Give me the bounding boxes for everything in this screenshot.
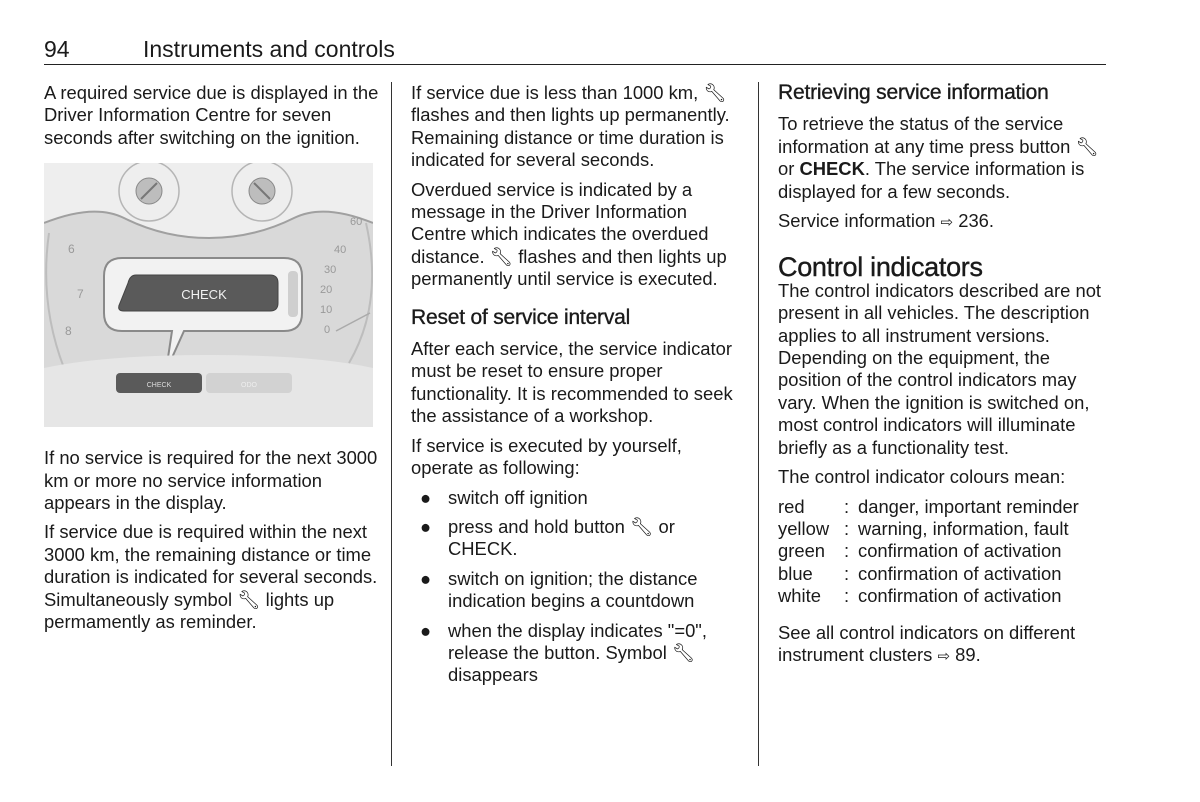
paragraph xyxy=(44,521,380,633)
wrench-icon: 🔧︎ xyxy=(237,588,261,610)
separator: : xyxy=(844,562,850,584)
table-row xyxy=(778,585,1079,607)
scale-label: 60 xyxy=(350,216,363,229)
instrument-cluster-figure xyxy=(44,163,373,427)
paragraph xyxy=(411,82,746,172)
scale-label: 6 xyxy=(68,242,75,257)
colour-meaning: danger, important reminder xyxy=(858,495,1079,517)
bullet-icon: ● xyxy=(420,619,432,641)
colour-name: white xyxy=(778,585,821,607)
list-item xyxy=(411,568,746,613)
colour-meaning: warning, information, fault xyxy=(858,517,1069,539)
subheading: Reset of service interval xyxy=(411,305,631,329)
wrench-icon: 🔧︎ xyxy=(630,515,654,537)
table-row xyxy=(778,518,1079,540)
paragraph: After each service, the service indicator must be reset to ensure proper functionality. It is recommended to seek the assistance of a workshop. xyxy=(411,338,733,427)
page-header xyxy=(44,34,1106,65)
text: or CHECK. xyxy=(448,515,675,560)
list-item xyxy=(411,516,746,561)
colour-name: green xyxy=(778,540,826,562)
separator: : xyxy=(844,585,850,607)
colour-name: red xyxy=(778,495,805,517)
list-item xyxy=(411,487,746,509)
column-divider xyxy=(391,82,392,766)
text: or xyxy=(778,158,800,180)
scale-label: 10 xyxy=(320,304,333,317)
wrench-icon: 🔧︎ xyxy=(489,245,514,267)
bullet-icon: ● xyxy=(420,486,432,508)
text: See all control indicators on different instrument clusters xyxy=(778,621,1076,665)
text: lights up permamently as reminder. xyxy=(44,588,335,633)
table-row xyxy=(778,540,1079,562)
scale-label: 30 xyxy=(324,264,337,277)
wrench-icon: 🔧︎ xyxy=(703,82,727,103)
text: If service due is required within the next 3000 km, the remaining distance or time duration is indicated for several seconds. Simultaneously symbol xyxy=(44,521,378,610)
text: disappears xyxy=(448,664,538,686)
scale-label: 40 xyxy=(334,244,347,257)
scale-label: 7 xyxy=(77,287,84,302)
cross-reference xyxy=(778,210,1108,234)
text: press and hold button xyxy=(448,515,630,537)
subheading: Retrieving service information xyxy=(778,81,1049,104)
column-divider xyxy=(758,82,759,766)
colour-name: yellow xyxy=(778,517,830,539)
colour-meaning: confirmation of activation xyxy=(858,540,1062,562)
bullet-icon: ● xyxy=(420,567,432,589)
separator: : xyxy=(844,495,850,517)
paragraph: If service is executed by yourself, operate as following: xyxy=(411,434,682,479)
paragraph xyxy=(778,113,1108,203)
steps-list xyxy=(411,487,746,687)
bullet-icon: ● xyxy=(420,515,432,537)
text: flashes and then lights up permanently. Remaining distance or time duration is indicated for several seconds. xyxy=(411,104,730,171)
scale-label: 8 xyxy=(65,324,72,339)
text: when the display indicates "=0", release the button. Symbol xyxy=(448,619,707,663)
wrench-icon: 🔧︎ xyxy=(1075,135,1099,157)
paragraph: If no service is required for the next 3000 km or more no service information appears in the display. xyxy=(44,447,378,514)
text: 89. xyxy=(950,643,981,665)
text: . The service information is displayed for a few seconds. xyxy=(778,158,1085,202)
paragraph: A required service due is displayed in the Driver Information Centre for seven seconds after switching on the ignition. xyxy=(44,82,379,148)
separator: : xyxy=(844,540,850,562)
text: 236. xyxy=(953,210,995,232)
column-1 xyxy=(44,82,380,640)
text: If service due is less than 1000 km, xyxy=(411,82,704,103)
scale-label: 0 xyxy=(324,324,331,337)
section-title: Instruments and controls xyxy=(143,36,395,62)
cross-reference xyxy=(778,622,1108,669)
text: flashes and then lights up permanently until service is executed. xyxy=(411,245,727,290)
check-label: CHECK xyxy=(799,158,865,180)
text: switch off ignition xyxy=(448,486,588,508)
text: To retrieve the status of the service information at any time press button xyxy=(778,113,1076,157)
paragraph: The control indicators described are not present in all vehicles. The description applies to all instrument versions. Depending on the equipment, the position of the control indicators may vary. When the ignition is switched on, most control indicators will illuminate briefly as a functionality test. xyxy=(778,279,1102,458)
separator: : xyxy=(844,517,850,539)
list-item xyxy=(411,620,746,687)
scale-label: 20 xyxy=(320,284,333,297)
text: Overdued service is indicated by a message in the Driver Information Centre which indicates the overdued distance. xyxy=(411,178,709,267)
colour-name: blue xyxy=(778,562,813,584)
paragraph: The control indicator colours mean: xyxy=(778,466,1066,488)
text: switch on ignition; the distance indication begins a countdown xyxy=(448,567,698,612)
colour-meaning: confirmation of activation xyxy=(858,585,1062,607)
section-heading: Control indicators xyxy=(778,252,983,283)
paragraph xyxy=(411,179,746,291)
table-row xyxy=(778,496,1079,518)
tab-check-label: CHECK xyxy=(146,382,172,390)
table-row xyxy=(778,563,1079,585)
check-display-label: CHECK xyxy=(181,287,227,303)
column-2 xyxy=(411,82,746,694)
column-3 xyxy=(778,82,1108,675)
reference-arrow-icon: ⇨ xyxy=(937,647,951,665)
wrench-icon: 🔧︎ xyxy=(671,641,696,663)
tab-odo-label: ODO xyxy=(241,382,257,390)
colour-meaning-table xyxy=(778,496,1079,608)
reference-arrow-icon: ⇨ xyxy=(940,214,954,232)
text: Service information xyxy=(778,210,941,232)
page-number: 94 xyxy=(44,36,70,62)
colour-meaning: confirmation of activation xyxy=(858,562,1062,584)
